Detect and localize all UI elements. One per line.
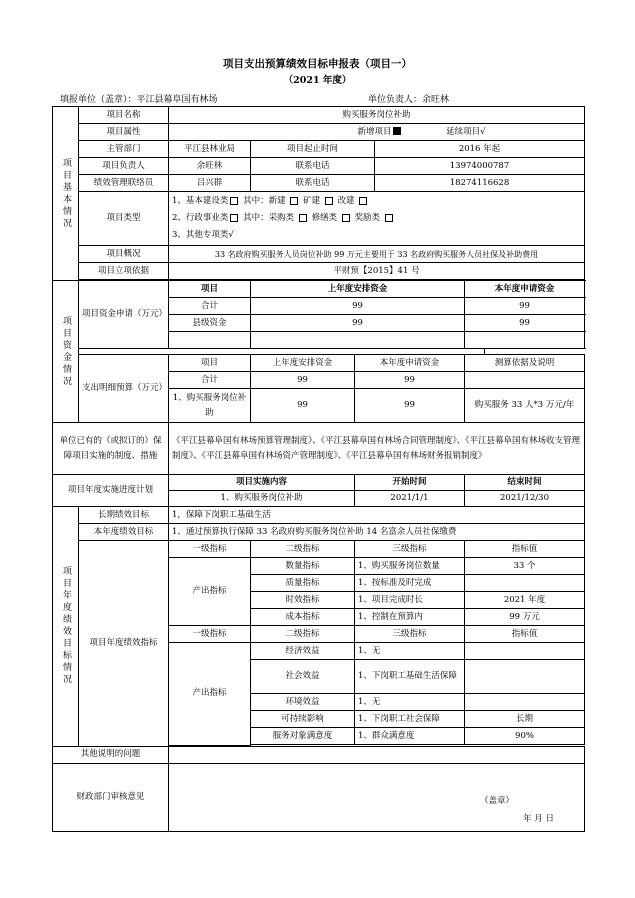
l2: 质量指标 bbox=[251, 575, 355, 592]
fund-row-last: 99 bbox=[251, 315, 465, 332]
detail-col-this: 本年度申请资金 bbox=[355, 355, 465, 372]
detail-col-item: 项目 bbox=[169, 355, 251, 372]
label-year-goal: 本年度绩效目标 bbox=[79, 524, 169, 541]
value: 99 万元 bbox=[465, 609, 585, 626]
section-funds: 项目资金情况 bbox=[53, 281, 79, 423]
l2: 可持续影响 bbox=[251, 711, 355, 728]
value: 33 个 bbox=[465, 558, 585, 575]
label-contact-phone: 联系电话 bbox=[251, 175, 375, 192]
dept: 平江县林业局 bbox=[169, 141, 251, 158]
l2: 数量指标 bbox=[251, 558, 355, 575]
l2: 社会效益 bbox=[251, 660, 355, 694]
page-title: 项目支出预算绩效目标申报表（项目一） bbox=[223, 58, 412, 70]
system-content: 《平江县幕阜国有林场预算管理制度》、《平江县幕阜国有林场合同管理制度》、《平江县幕阜国有林场收支管理制度》、《平江县幕阜国有林场资产管理制度》、《平江县幕阜国有林场财务报销制度》 bbox=[169, 423, 585, 475]
contact-phone: 18274116628 bbox=[375, 175, 585, 192]
col-level3: 三级指标 bbox=[355, 626, 465, 643]
fund-col-last: 上年度安排资金 bbox=[251, 281, 465, 298]
label-finance-review: 财政部门审核意见 bbox=[53, 763, 169, 831]
col-value: 指标值 bbox=[465, 626, 585, 643]
l3: 1、无 bbox=[355, 643, 465, 660]
col-level3: 三级指标 bbox=[355, 541, 465, 558]
fund-col-item: 项目 bbox=[169, 281, 251, 298]
year-goal: 1、通过预算执行保障 33 名政府购买服务岗位补助 14 名富余人员社保缴费 bbox=[169, 524, 585, 541]
detail-row-basis bbox=[465, 372, 585, 389]
label-leader-phone: 联系电话 bbox=[251, 158, 375, 175]
l2: 成本指标 bbox=[251, 609, 355, 626]
progress-end: 2021/12/30 bbox=[465, 491, 585, 507]
col-level1: 一级指标 bbox=[169, 541, 251, 558]
label-progress: 项目年度实施进度计划 bbox=[53, 475, 169, 507]
l2: 环境效益 bbox=[251, 694, 355, 711]
fund-row-item: 县级资金 bbox=[169, 315, 251, 332]
label-overview: 项目概况 bbox=[79, 246, 169, 263]
label-project-attr: 项目属性 bbox=[79, 124, 169, 141]
project-name: 购买服务岗位补助 bbox=[169, 107, 585, 124]
value bbox=[465, 694, 585, 711]
col-level2: 二级指标 bbox=[251, 626, 355, 643]
contact: 吕兴群 bbox=[169, 175, 251, 192]
value: 2021 年度 bbox=[465, 592, 585, 609]
detail-row-last: 99 bbox=[251, 372, 355, 389]
label-project-type: 项目类型 bbox=[79, 192, 169, 246]
budget-form-table bbox=[52, 106, 585, 832]
l2: 经济效益 bbox=[251, 643, 355, 660]
seal-text: （盖章） bbox=[480, 795, 515, 806]
detail-row-item: 1、购买服务岗位补助 bbox=[169, 389, 251, 423]
fund-row-this: 99 bbox=[465, 315, 585, 332]
col-level1: 一级指标 bbox=[169, 626, 251, 643]
filling-unit: 填报单位（盖章）：平江县幕阜国有林场 bbox=[60, 95, 218, 105]
col-level2: 二级指标 bbox=[251, 541, 355, 558]
l3: 1、项目完成时长 bbox=[355, 592, 465, 609]
label-period: 项目起止时间 bbox=[251, 141, 375, 158]
label-leader: 项目负责人 bbox=[79, 158, 169, 175]
value: 90% bbox=[465, 728, 585, 745]
project-attr: 新增项目 延续项目√ bbox=[169, 124, 585, 141]
output-indicators: 产出指标 bbox=[169, 558, 251, 626]
value bbox=[465, 575, 585, 592]
review-date: 年 月 日 bbox=[523, 813, 555, 824]
l3: 1、按标准及时完成 bbox=[355, 575, 465, 592]
detail-col-basis: 测算依据及说明 bbox=[465, 355, 585, 372]
long-goal: 1，保障下岗职工基础生活 bbox=[169, 507, 585, 524]
l3: 1、下岗职工社会保障 bbox=[355, 711, 465, 728]
l2: 时效指标 bbox=[251, 592, 355, 609]
leader-phone: 13974000787 bbox=[375, 158, 585, 175]
label-fund-apply: 项目资金申请（万元） bbox=[79, 281, 169, 349]
value bbox=[465, 643, 585, 660]
col-value: 指标值 bbox=[465, 541, 585, 558]
value bbox=[465, 660, 585, 694]
detail-row-item: 合计 bbox=[169, 372, 251, 389]
l3: 1、购买服务岗位数量 bbox=[355, 558, 465, 575]
l3: 1、控制在预算内 bbox=[355, 609, 465, 626]
period: 2016 年起 bbox=[375, 141, 585, 158]
progress-content: 1、购买服务岗位补助 bbox=[169, 491, 355, 507]
progress-col-content: 项目实施内容 bbox=[169, 475, 355, 491]
overview: 33 名政府购买服务人员岗位补助 99 万元主要用于 33 名政府购买服务人员社保及补助费用 bbox=[169, 246, 585, 263]
progress-col-end: 结束时间 bbox=[465, 475, 585, 491]
fund-row-last: 99 bbox=[251, 298, 465, 315]
label-contact: 绩效管理联络员 bbox=[79, 175, 169, 192]
progress-col-start: 开始时间 bbox=[355, 475, 465, 491]
label-project-name: 项目名称 bbox=[79, 107, 169, 124]
unit-head: 单位负责人：余旺林 bbox=[368, 95, 450, 105]
label-other: 其他说明的问题 bbox=[53, 746, 169, 763]
fund-col-this: 本年度申请资金 bbox=[465, 281, 585, 298]
basis: 平财预【2015】41 号 bbox=[169, 263, 585, 280]
label-basis: 项目立项依据 bbox=[79, 263, 169, 280]
label-long-goal: 长期绩效目标 bbox=[79, 507, 169, 524]
detail-row-this: 99 bbox=[355, 372, 465, 389]
project-type: 1、基本建设类 其中：新建 矿建 改建 2、行政事业类 其中：采购类 修缮类 奖励类 3、其他专项类√ bbox=[169, 192, 585, 246]
detail-col-last: 上年度安排资金 bbox=[251, 355, 355, 372]
effect-indicators: 产出指标 bbox=[169, 643, 251, 746]
label-detail-budget: 支出明细预算（万元） bbox=[79, 355, 169, 423]
section-goals: 项目年度绩效目标情况 bbox=[53, 507, 79, 747]
label-system: 单位已有的（或拟订的）保障项目实施的制度、措施 bbox=[53, 423, 169, 475]
new-project-checkbox bbox=[393, 127, 401, 135]
page-subtitle: （2021 年度） bbox=[283, 75, 352, 86]
l3: 1、无 bbox=[355, 694, 465, 711]
l3: 1、下岗职工基础生活保障 bbox=[355, 660, 465, 694]
value: 长期 bbox=[465, 711, 585, 728]
detail-row-this: 99 bbox=[355, 389, 465, 423]
fund-row-this: 99 bbox=[465, 298, 585, 315]
detail-row-basis: 购买服务 33 人*3 万元/年 bbox=[465, 389, 585, 423]
l3: 1、群众满意度 bbox=[355, 728, 465, 745]
l2: 服务对象满意度 bbox=[251, 728, 355, 745]
leader: 余旺林 bbox=[169, 158, 251, 175]
section-basic-info: 项目基本情况 bbox=[53, 107, 79, 281]
label-dept: 主管部门 bbox=[79, 141, 169, 158]
detail-row-last: 99 bbox=[251, 389, 355, 423]
fund-row-item: 合计 bbox=[169, 298, 251, 315]
label-indicators: 项目年度绩效指标 bbox=[79, 541, 169, 747]
progress-start: 2021/1/1 bbox=[355, 491, 465, 507]
